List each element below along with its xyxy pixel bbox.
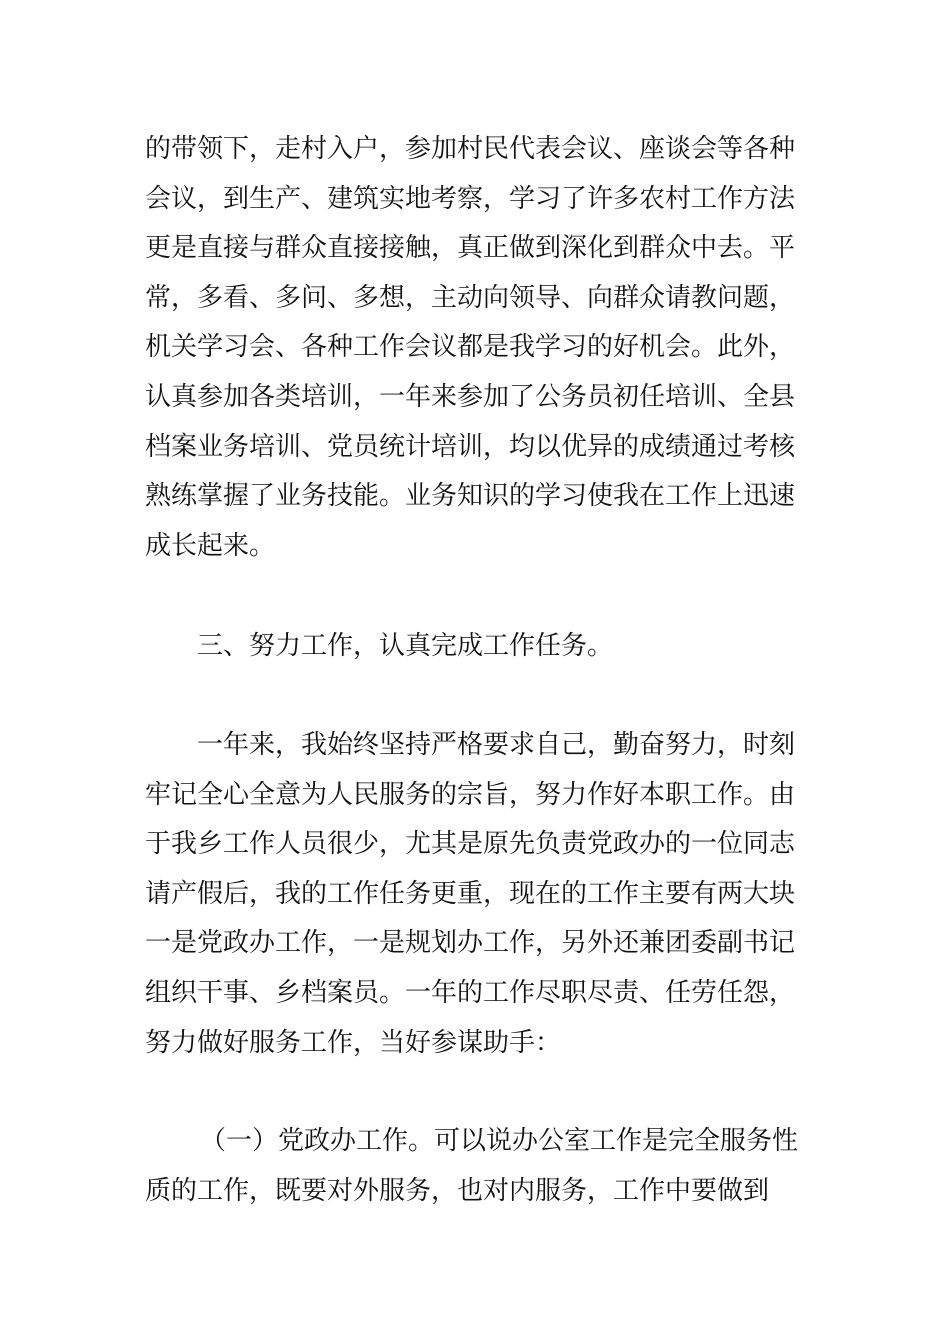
text-line: 于我乡工作人员很少，尤其是原先负责党政办的一位同志: [145, 829, 796, 860]
text-line: 档案业务培训、党员统计培训，均以优异的成绩通过考核: [145, 431, 796, 462]
text-line: 努力做好服务工作，当好参谋助手：: [145, 1027, 562, 1058]
text-line: 机关学习会、各种工作会议都是我学习的好机会。此外，: [145, 332, 796, 363]
text-line: 质的工作，既要对外服务，也对内服务，工作中要做到: [145, 1175, 770, 1206]
text-line: 会议，到生产、建筑实地考察，学习了许多农村工作方法: [145, 183, 796, 214]
text-line: 请产假后，我的工作任务更重，现在的工作主要有两大块: [145, 878, 796, 909]
text-line: 成长起来。: [145, 530, 276, 561]
paragraph-work-overview: [145, 721, 810, 1068]
text-line: 牢记全心全意为人民服务的宗旨，努力作好本职工作。由: [145, 779, 796, 810]
text-line: （一）党政办工作。可以说办公室工作是完全服务性: [200, 1126, 799, 1156]
section-heading-3: [145, 622, 810, 672]
text-line: 的带领下，走村入户，参加村民代表会议、座谈会等各种: [145, 134, 796, 164]
paragraph-party-office-work: [145, 1117, 810, 1216]
paragraph-learning-continued: [145, 125, 810, 571]
text-line: 认真参加各类培训，一年来参加了公务员初任培训、全县: [145, 381, 796, 412]
text-line: 一是党政办工作，一是规划办工作，另外还兼团委副书记: [145, 928, 796, 959]
text-line: 熟练掌握了业务技能。业务知识的学习使我在工作上迅速: [145, 481, 796, 512]
text-line: 常，多看、多问、多想，主动向领导、向群众请教问题，: [145, 282, 796, 313]
text-line: 一年来，我始终坚持严格要求自己，勤奋努力，时刻: [197, 730, 796, 760]
text-line: 更是直接与群众直接接触，真正做到深化到群众中去。平: [145, 233, 796, 264]
section-heading-text: 三、努力工作，认真完成工作任务。: [197, 631, 614, 661]
text-line: 组织干事、乡档案员。一年的工作尽职尽责、任劳任怨，: [145, 977, 796, 1008]
